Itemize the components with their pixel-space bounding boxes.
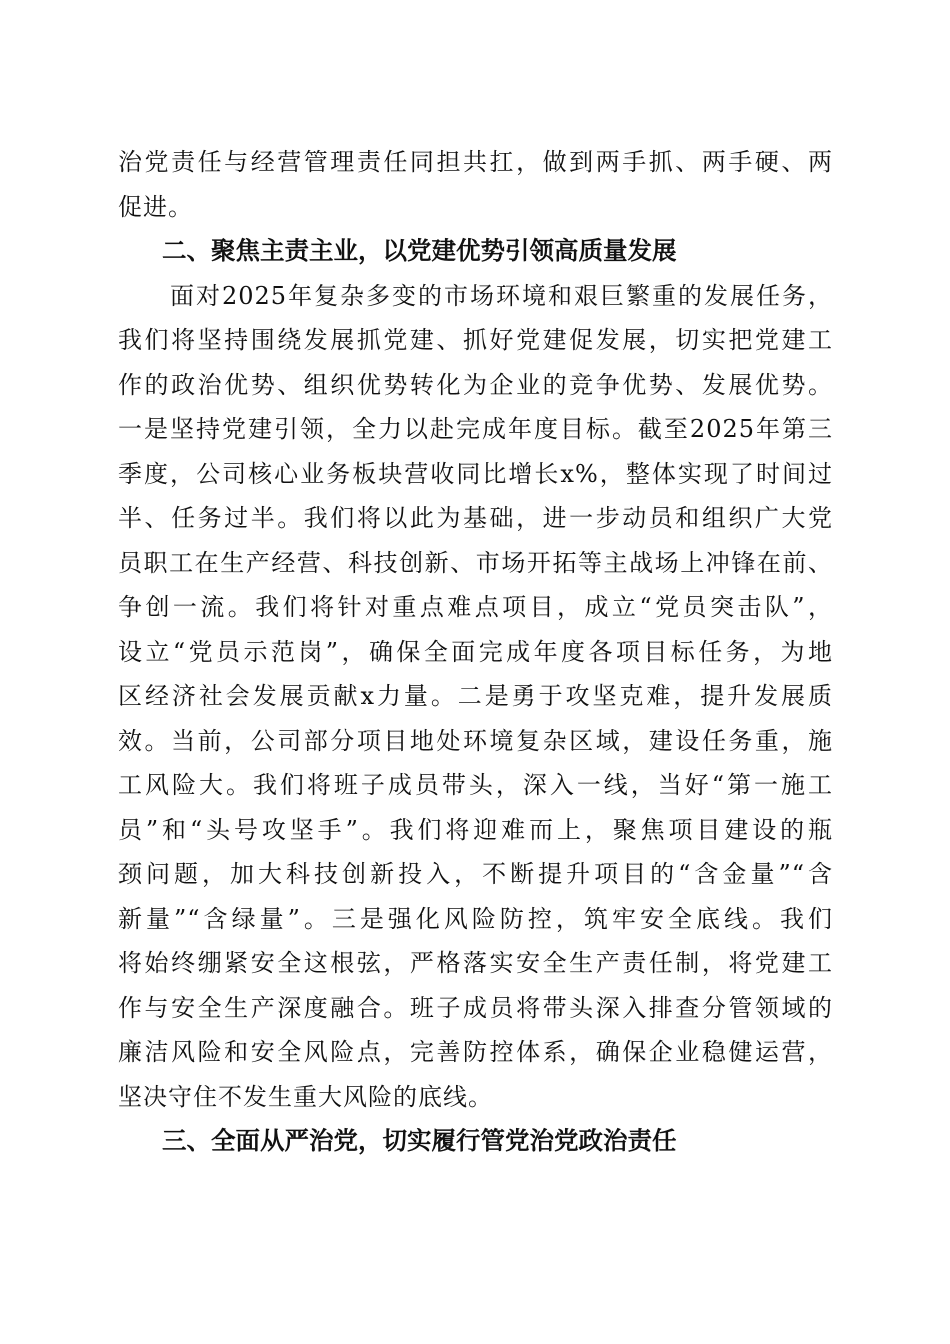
text-line: 半、任务过半。我们将以此为基础，进一步动员和组织广大党 bbox=[118, 504, 833, 532]
text-line: 将始终绷紧安全这根弦，严格落实安全生产责任制，将党建工 bbox=[118, 949, 833, 977]
text-line: 争创一流。我们将针对重点难点项目，成立“党员突击队”， bbox=[118, 593, 833, 621]
text-line: 一是坚持党建引领，全力以赴完成年度目标。截至2025年第三 bbox=[118, 415, 833, 443]
paragraph bbox=[118, 274, 833, 1120]
text-line: 效。当前，公司部分项目地处环境复杂区域，建设任务重，施 bbox=[118, 726, 833, 755]
section-heading: 三、全面从严治党，切实履行管党治党政治责任 bbox=[162, 1126, 677, 1155]
text-line: 区经济社会发展贡献x力量。二是勇于攻坚克难，提升发展质 bbox=[118, 682, 833, 710]
section-heading: 二、聚焦主责主业，以党建优势引领高质量发展 bbox=[162, 236, 677, 265]
text-line: 治党责任与经营管理责任同担共扛，做到两手抓、两手硬、两 bbox=[118, 148, 833, 176]
text-line: 季度，公司核心业务板块营收同比增长x%，整体实现了时间过 bbox=[118, 459, 833, 488]
text-line: 设立“党员示范岗”，确保全面完成年度各项目标任务，为地 bbox=[118, 637, 833, 666]
text-line: 廉洁风险和安全风险点，完善防控体系，确保企业稳健运营， bbox=[118, 1038, 833, 1066]
text-line: 员”和“头号攻坚手”。我们将迎难而上，聚焦项目建设的瓶 bbox=[118, 815, 833, 844]
text-line: 促进。 bbox=[118, 192, 193, 221]
text-line: 坚决守住不发生重大风险的底线。 bbox=[118, 1082, 493, 1111]
text-line: 工风险大。我们将班子成员带头，深入一线，当好“第一施工 bbox=[118, 771, 833, 799]
text-line: 员职工在生产经营、科技创新、市场开拓等主战场上冲锋在前、 bbox=[118, 548, 833, 577]
text-line: 作的政治优势、组织优势转化为企业的竞争优势、发展优势。 bbox=[118, 370, 833, 399]
document-body bbox=[118, 140, 833, 1164]
text-line: 我们将坚持围绕发展抓党建、抓好党建促发展，切实把党建工 bbox=[118, 326, 833, 354]
text-line: 作与安全生产深度融合。班子成员将带头深入排查分管领域的 bbox=[118, 993, 833, 1022]
paragraph bbox=[118, 140, 833, 229]
text-line: 面对2025年复杂多变的市场环境和艰巨繁重的发展任务， bbox=[170, 281, 833, 310]
text-line: 颈问题，加大科技创新投入，不断提升项目的“含金量”“含 bbox=[118, 860, 833, 888]
text-line: 新量”“含绿量”。三是强化风险防控，筑牢安全底线。我们 bbox=[118, 904, 833, 933]
